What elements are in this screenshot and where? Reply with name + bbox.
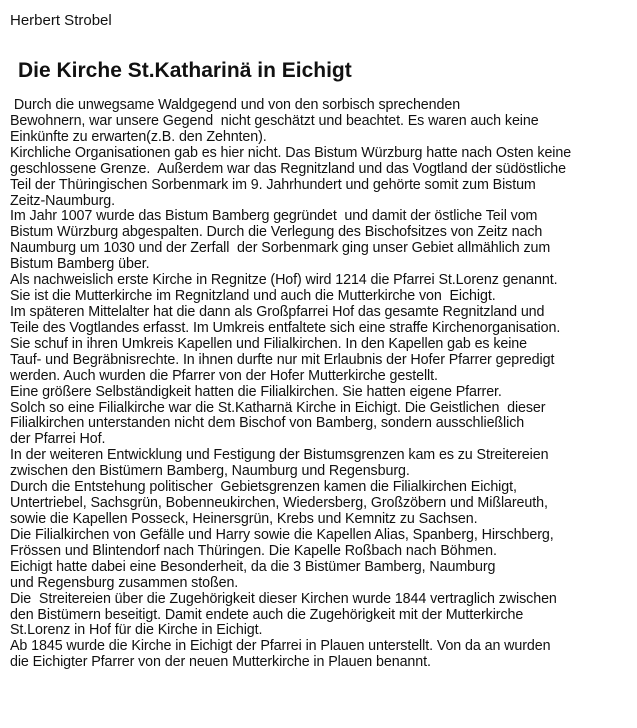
text-line: Die Filialkirchen von Gefälle und Harry sowie die Kapellen Alias, Spanberg, Hirschberg, — [10, 526, 554, 543]
text-line: St.Lorenz in Hof für die Kirche in Eichigt. — [10, 622, 263, 639]
text-line: Solch so eine Filialkirche war die St.Katharnä Kirche in Eichigt. Die Geistlichen dieser — [10, 399, 546, 416]
article-body — [10, 98, 635, 671]
text-line: Sie schuf in ihren Umkreis Kapellen und Filialkirchen. In den Kapellen gab es keine — [10, 335, 528, 352]
text-line: werden. Auch wurden die Pfarrer von der Hofer Mutterkirche gestellt. — [10, 367, 438, 384]
text-line: Naumburg um 1030 und der Zerfall der Sorbenmark ging unser Gebiet allmählich zum — [10, 240, 551, 257]
text-line: Als nachweislich erste Kirche in Regnitze (Hof) wird 1214 die Pfarrei St.Lorenz genannt. — [10, 272, 558, 289]
text-line: der Pfarrei Hof. — [10, 431, 106, 448]
text-line: Bewohnern, war unsere Gegend nicht geschätzt und beachtet. Es waren auch keine — [10, 112, 539, 129]
text-line: Filialkirchen unterstanden nicht dem Bischof von Bamberg, sondern ausschließlich — [10, 415, 525, 432]
text-line: Teile des Vogtlandes erfasst. Im Umkreis entfaltete sich eine straffe Kirchenorganisation. — [10, 319, 561, 336]
text-line: den Bistümern beseitigt. Damit endete auch die Zugehörigkeit mit der Mutterkirche — [10, 606, 524, 623]
text-line: Untertriebel, Sachsgrün, Bobenneukirchen, Wiedersberg, Großzöbern und Mißlareuth, — [10, 495, 548, 512]
page-title: Die Kirche St.Katharinä in Eichigt — [18, 59, 352, 82]
text-line: Im Jahr 1007 wurde das Bistum Bamberg gegründet und damit der östliche Teil vom — [10, 208, 538, 225]
text-line: Bistum Bamberg über. — [10, 256, 150, 273]
text-line: Ab 1845 wurde die Kirche in Eichigt der Pfarrei in Plauen unterstellt. Von da an wurden — [10, 638, 551, 655]
text-line: Im späteren Mittelalter hat die dann als Großpfarrei Hof das gesamte Regnitzland und — [10, 303, 545, 320]
text-line: Kirchliche Organisationen gab es hier nicht. Das Bistum Würzburg hatte nach Osten keine — [10, 144, 572, 161]
text-line: Sie ist die Mutterkirche im Regnitzland und auch die Mutterkirche von Eichigt. — [10, 288, 496, 305]
text-line: Teil der Thüringischen Sorbenmark im 9. Jahrhundert und gehörte somit zum Bistum — [10, 176, 536, 193]
text-line: sowie die Kapellen Posseck, Heinersgrün, Krebs und Kemnitz zu Sachsen. — [10, 510, 478, 527]
text-line: Zeitz-Naumburg. — [10, 192, 115, 209]
text-line: In der weiteren Entwicklung und Festigung der Bistumsgrenzen kam es zu Streitereien — [10, 447, 549, 464]
text-line: Frössen und Blintendorf nach Thüringen. Die Kapelle Roßbach nach Böhmen. — [10, 542, 497, 559]
text-line: zwischen den Bistümern Bamberg, Naumburg und Regensburg. — [10, 463, 410, 480]
text-line: die Eichigter Pfarrer von der neuen Mutterkirche in Plauen benannt. — [10, 654, 431, 671]
text-line: geschlossene Grenze. Außerdem war das Regnitzland und das Vogtland der südöstliche — [10, 160, 566, 177]
text-line: Durch die unwegsame Waldgegend und von den sorbisch sprechenden — [10, 97, 461, 113]
text-line: und Regensburg zusammen stoßen. — [10, 574, 239, 591]
author-name: Herbert Strobel — [10, 12, 112, 29]
text-line: Die Streitereien über die Zugehörigkeit dieser Kirchen wurde 1844 vertraglich zwischen — [10, 590, 557, 607]
text-line: Einkünfte zu erwarten(z.B. den Zehnten). — [10, 128, 267, 145]
text-line: Bistum Würzburg abgespalten. Durch die Verlegung des Bischofsitzes von Zeitz nach — [10, 224, 543, 241]
text-line: Eichigt hatte dabei eine Besonderheit, da die 3 Bistümer Bamberg, Naumburg — [10, 558, 496, 575]
text-line: Durch die Entstehung politischer Gebietsgrenzen kamen die Filialkirchen Eichigt, — [10, 479, 517, 496]
text-line: Tauf- und Begräbnisrechte. In ihnen durfte nur mit Erlaubnis der Hofer Pfarrer gepredigt — [10, 351, 555, 368]
text-line: Eine größere Selbständigkeit hatten die Filialkirchen. Sie hatten eigene Pfarrer. — [10, 383, 502, 400]
